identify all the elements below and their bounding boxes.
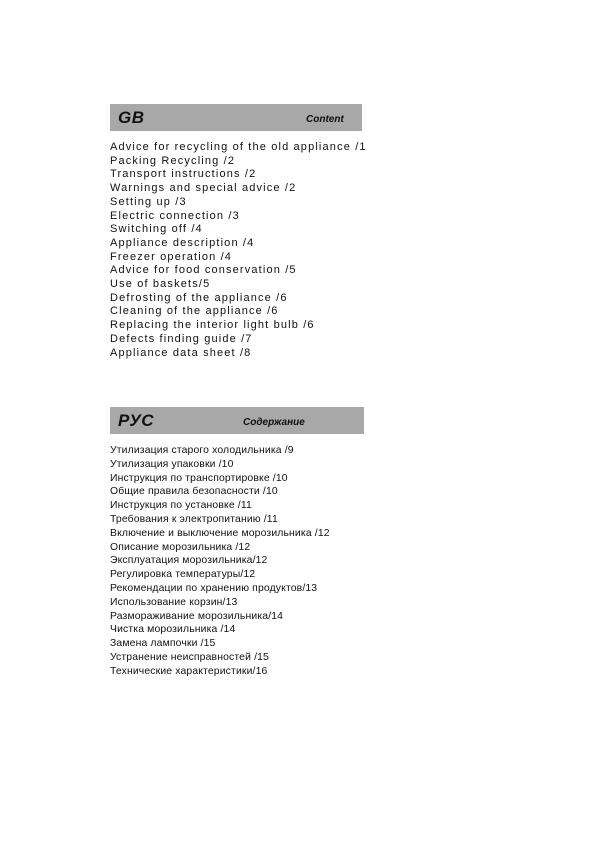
toc-item: Use of baskets/5 — [110, 278, 211, 291]
toc-item: Устранение неисправностей /15 — [110, 651, 269, 663]
section-header-gb — [110, 104, 362, 131]
toc-item: Defects finding guide /7 — [110, 332, 253, 345]
toc-item: Transport instructions /2 — [110, 168, 257, 181]
toc-item: Общие правила безопасности /10 — [110, 486, 278, 498]
toc-item: Технические характеристики/16 — [110, 665, 268, 677]
toc-item: Чистка морозильника /14 — [110, 624, 236, 636]
section-header-ru — [110, 407, 364, 434]
toc-item: Freezer operation /4 — [110, 250, 233, 263]
toc-item: Утилизация упаковки /10 — [110, 458, 234, 470]
toc-item: Switching off /4 — [110, 223, 203, 236]
toc-item: Setting up /3 — [110, 195, 187, 208]
toc-item: Эксплуатация морозильника/12 — [110, 555, 268, 567]
section-title-ru: Содержание — [243, 417, 305, 428]
toc-list-ru — [110, 444, 330, 679]
toc-item: Утилизация старого холодильника /9 — [110, 445, 294, 456]
toc-item: Warnings and special advice /2 — [110, 182, 297, 195]
toc-item: Замена лампочки /15 — [110, 638, 216, 650]
toc-item: Advice for recycling of the old appliance /1 — [110, 141, 367, 153]
toc-item: Appliance description /4 — [110, 236, 255, 249]
toc-item: Описание морозильника /12 — [110, 541, 251, 553]
toc-item: Cleaning of the appliance /6 — [110, 305, 279, 318]
toc-item: Требования к электропитанию /11 — [110, 513, 278, 525]
toc-list-gb — [110, 141, 367, 360]
section-code-ru: РУС — [118, 411, 154, 430]
toc-item: Использование корзин/13 — [110, 596, 238, 608]
toc-item: Packing Recycling /2 — [110, 154, 236, 167]
section-code-gb: GB — [118, 108, 145, 127]
toc-item: Инструкция по транспортировке /10 — [110, 472, 288, 484]
toc-item: Electric connection /3 — [110, 209, 240, 222]
toc-item: Регулировка температуры/12 — [110, 569, 256, 581]
toc-item: Инструкция по установке /11 — [110, 500, 252, 512]
toc-item: Размораживание морозильника/14 — [110, 610, 284, 622]
toc-item: Рекомендации по хранению продуктов/13 — [110, 582, 318, 594]
toc-item: Включение и выключение морозильника /12 — [110, 527, 330, 539]
toc-item: Appliance data sheet /8 — [110, 346, 252, 359]
toc-item: Defrosting of the appliance /6 — [110, 291, 288, 304]
toc-item: Replacing the interior light bulb /6 — [110, 319, 315, 332]
section-title-gb: Content — [306, 114, 344, 125]
toc-item: Advice for food conservation /5 — [110, 264, 297, 277]
